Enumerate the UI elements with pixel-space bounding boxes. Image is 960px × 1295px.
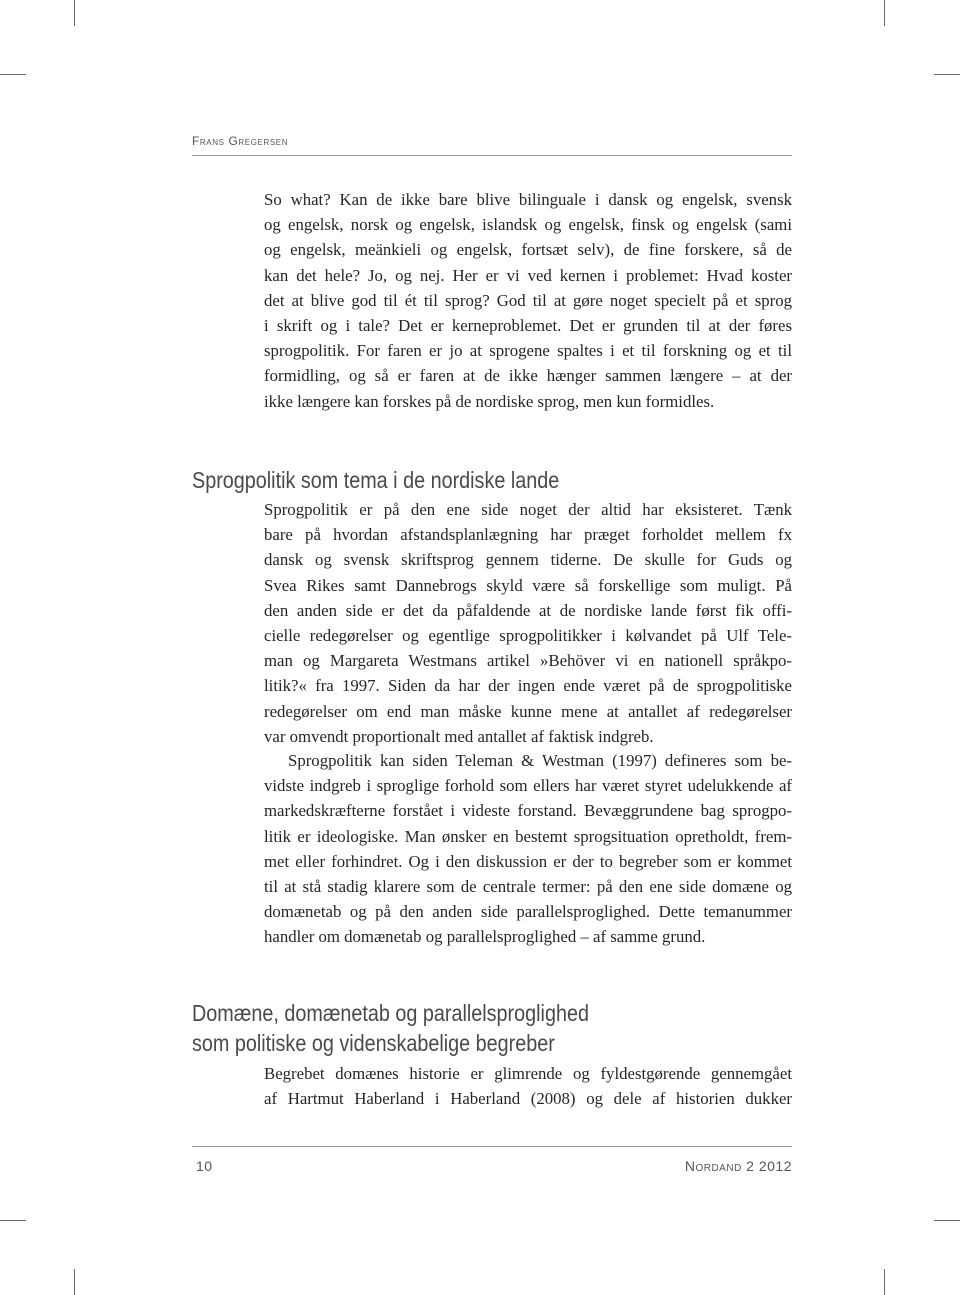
intro-paragraph: [264, 187, 792, 414]
text-line: met eller forhindret. Og i den diskussion er der to begreber som er kommet: [264, 851, 792, 871]
text-line: Sprogpolitik kan siden Teleman & Westman (1997) defineres som be-: [288, 751, 792, 770]
text-line: og engelsk, meänkieli og engelsk, fortsæt selv), de fine forskere, så de: [264, 240, 792, 260]
text-line: litik er ideologiske. Man ønsker en bestemt sprogsituation opretholdt, frem-: [264, 826, 792, 846]
crop-mark: [934, 74, 960, 75]
heading-line: Domæne, domænetab og parallelsproglighed: [192, 1000, 589, 1026]
crop-mark: [74, 0, 75, 26]
text-line: bare på hvordan afstandsplanlægning har præget forholdet mellem fx: [264, 525, 792, 545]
text-line: af Hartmut Haberland i Haberland (2008) og dele af historien dukker: [264, 1089, 792, 1109]
text-line: litik?« fra 1997. Siden da har der ingen ende været på de sprogpolitiske: [264, 676, 792, 696]
text-line: Svea Rikes samt Dannebrogs skyld være så forskellige som muligt. På: [264, 575, 792, 595]
text-line: den anden side er det da påfaldende at de nordiske lande først fik offi-: [264, 600, 792, 620]
journal-name: Nordand 2 2012: [684, 1158, 792, 1174]
text-line: man og Margareta Westmans artikel »Behöver vi en nationell språkpo-: [264, 651, 792, 671]
text-line: redegørelser om end man måske kunne mene at antallet af redegørelser: [264, 701, 792, 721]
text-line: og engelsk, norsk og engelsk, islandsk og engelsk, finsk og engelsk (sami: [264, 215, 792, 235]
text-line: til at stå stadig klarere som de centrale termer: på den ene side domæne og: [264, 877, 792, 897]
page-number: 10: [196, 1158, 213, 1174]
text-line: cielle redegørelser og egentlige sprogpolitikker i kølvandet på Ulf Tele-: [264, 626, 792, 646]
text-line: markedskræfterne forstået i videste forstand. Bevæggrundene bag sprogpo-: [264, 801, 792, 821]
footer-rule: [192, 1146, 792, 1147]
text-line: formidling, og så er faren at de ikke hænger sammen længere – at der: [264, 366, 792, 386]
text-line: Begrebet domænes historie er glimrende og fyldestgørende gennemgået: [264, 1064, 792, 1083]
crop-mark: [0, 74, 26, 75]
section2-paragraph1: [264, 1061, 792, 1111]
crop-mark: [74, 1269, 75, 1295]
crop-mark: [0, 1220, 26, 1221]
text-line: vidste indgreb i sproglige forhold som ellers har været styret udelukkende af: [264, 776, 792, 796]
text-line: ikke længere kan forskes på de nordiske sprog, men kun formidles.: [264, 391, 715, 411]
text-line: dansk og svensk skriftsprog gennem tiderne. De skulle for Guds og: [264, 550, 792, 570]
crop-mark: [934, 1220, 960, 1221]
crop-mark: [884, 0, 885, 26]
header-rule: [192, 155, 792, 156]
text-line: Sprogpolitik er på den ene side noget der altid har eksisteret. Tænk: [264, 500, 792, 519]
text-line: det at blive god til ét til sprog? God til at gøre noget specielt på et sprog: [264, 290, 792, 310]
running-head: Frans Gregersen: [192, 134, 289, 148]
text-line: sprogpolitik. For faren er jo at sprogene spaltes i et til forskning og et til: [264, 341, 792, 361]
text-line: var omvendt proportionalt med antallet af faktisk indgreb.: [264, 726, 654, 746]
heading-line: Sprogpolitik som tema i de nordiske lande: [192, 467, 560, 493]
crop-mark: [884, 1269, 885, 1295]
text-line: So what? Kan de ikke bare blive bilinguale i dansk og engelsk, svensk: [264, 190, 792, 209]
text-line: handler om domænetab og parallelsproglighed – af samme grund.: [264, 927, 706, 947]
text-line: domænetab og på den anden side parallelsproglighed. Dette temanummer: [264, 902, 792, 922]
section1-paragraph1: [264, 497, 792, 749]
section-heading: [192, 998, 589, 1058]
heading-line: som politiske og videnskabelige begreber: [192, 1030, 555, 1056]
section-heading: [192, 465, 559, 495]
text-line: i skrift og i tale? Det er kerneproblemet. Det er grunden til at der føres: [264, 316, 792, 336]
text-line: kan det hele? Jo, og nej. Her er vi ved kernen i problemet: Hvad koster: [264, 265, 792, 285]
section1-paragraph2: [264, 748, 792, 950]
